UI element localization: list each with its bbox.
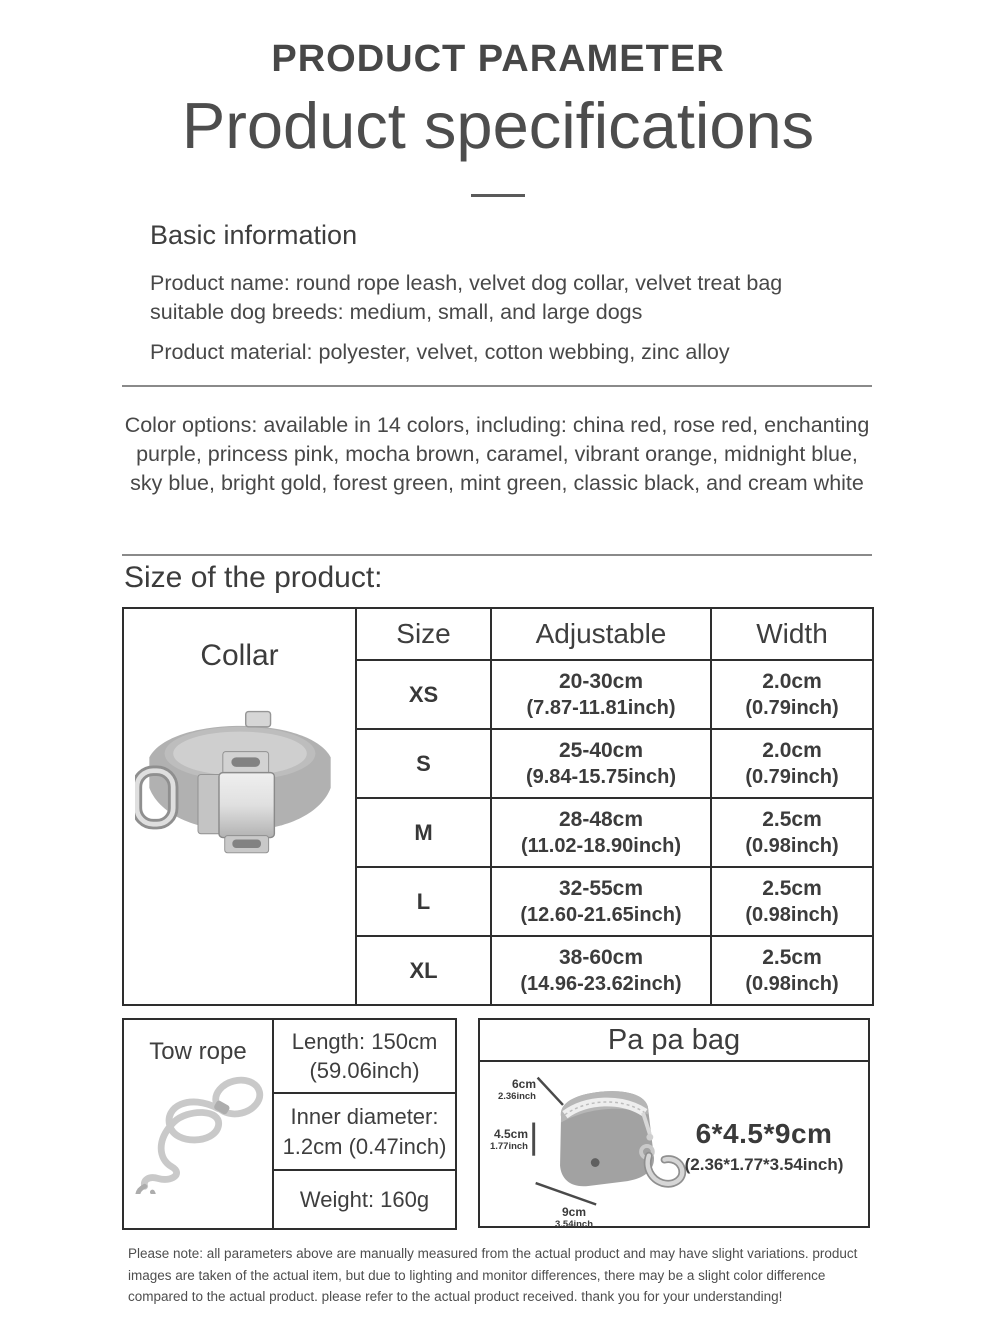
spec-line: (59.06inch)	[309, 1058, 420, 1083]
adjustable-inch: (9.84-15.75inch)	[525, 766, 677, 789]
title-divider	[471, 194, 525, 197]
width-inch: (0.79inch)	[745, 766, 839, 789]
collar-photo	[124, 687, 355, 890]
width-value	[711, 867, 873, 936]
width-cm: 2.0cm	[762, 669, 822, 693]
dimension-cm: 4.5cm	[493, 1127, 528, 1142]
page-title: Product specifications	[181, 89, 815, 162]
product-material-text: Product material: polyester, velvet, cotton webbing, zinc alloy	[150, 340, 730, 364]
summary-inch: (2.36*1.77*3.54inch)	[684, 1155, 844, 1175]
spec-line: Weight: 160g	[299, 1186, 430, 1212]
section-divider	[122, 385, 872, 387]
adjustable-inch: (7.87-11.81inch)	[526, 697, 676, 720]
width-cm: 2.5cm	[762, 807, 822, 831]
tow-spec-length	[273, 1019, 456, 1093]
tow-rope-cell	[123, 1019, 273, 1229]
adjustable-inch: (11.02-18.90inch)	[520, 835, 682, 858]
width-inch: (0.98inch)	[745, 904, 839, 927]
color-options-text: Color options: available in 14 colors, including: china red, rose red, enchanting purple, princess pink, mocha brown, caramel, vibrant orange, midnight blue, sky blue, bright gold, forest green, mint green, classic black, and cream white	[124, 413, 870, 496]
size-value: XL	[356, 936, 491, 1005]
dimension-label-width	[546, 1206, 602, 1230]
collar-label: Collar	[200, 639, 279, 672]
spec-line: 1.2cm (0.47inch)	[282, 1133, 447, 1159]
width-value	[711, 936, 873, 1005]
adjustable-cm: 28-48cm	[558, 807, 644, 831]
column-header-adjustable: Adjustable	[491, 608, 711, 660]
summary-cm: 6*4.5*9cm	[695, 1118, 833, 1150]
width-cm: 2.5cm	[762, 945, 822, 969]
tow-rope-photo	[124, 1066, 272, 1199]
collar-size-table	[122, 607, 874, 1006]
adjustable-inch: (14.96-23.62inch)	[520, 973, 682, 996]
column-header-size: Size	[356, 608, 491, 660]
adjustable-inch: (12.60-21.65inch)	[520, 904, 682, 927]
adjustable-value	[491, 660, 711, 729]
width-cm: 2.5cm	[762, 876, 822, 900]
dimension-inch: 1.77inch	[489, 1140, 528, 1152]
column-header-width: Width	[711, 608, 873, 660]
width-inch: (0.98inch)	[745, 835, 839, 858]
collar-illustration	[135, 687, 345, 885]
papa-bag-dimensions-summary	[674, 1118, 854, 1175]
spec-line: Inner diameter:	[290, 1104, 439, 1130]
papa-bag-heading: Pa pa bag	[479, 1019, 869, 1061]
adjustable-cm: 20-30cm	[558, 669, 644, 693]
dimension-inch: 2.36inch	[497, 1090, 536, 1102]
adjustable-value	[491, 867, 711, 936]
papa-bag-body	[479, 1061, 869, 1230]
dimension-cm: 6cm	[511, 1077, 536, 1092]
dimension-label-height	[488, 1128, 528, 1152]
basic-info-heading: Basic information	[150, 220, 358, 250]
dimension-label-depth	[490, 1078, 536, 1102]
adjustable-cm: 25-40cm	[558, 738, 644, 762]
section-divider	[122, 554, 872, 556]
tow-spec-diameter	[273, 1093, 456, 1170]
width-value	[711, 660, 873, 729]
width-inch: (0.98inch)	[745, 973, 839, 996]
page-eyebrow: PRODUCT PARAMETER	[271, 38, 725, 80]
width-value	[711, 729, 873, 798]
papa-bag-table	[478, 1018, 870, 1228]
width-inch: (0.79inch)	[745, 697, 839, 720]
adjustable-cm: 38-60cm	[558, 945, 644, 969]
size-value: S	[356, 729, 491, 798]
adjustable-value	[491, 729, 711, 798]
collar-cell	[123, 608, 356, 1005]
adjustable-value	[491, 936, 711, 1005]
tow-rope-table	[122, 1018, 457, 1230]
dimension-inch: 3.54inch	[554, 1218, 594, 1230]
spec-line: Length: 150cm	[291, 1028, 438, 1054]
width-value	[711, 798, 873, 867]
size-section-heading: Size of the product:	[124, 561, 383, 594]
size-value: L	[356, 867, 491, 936]
size-value: M	[356, 798, 491, 867]
adjustable-cm: 32-55cm	[558, 876, 644, 900]
product-name-text: Product name: round rope leash, velvet dog collar, velvet treat bag suitable dog breeds: medium, small, and large dogs	[150, 271, 783, 325]
tow-spec-weight	[273, 1170, 456, 1229]
footer-disclaimer: Please note: all parameters above are manually measured from the actual product and may have slight variations. product images are taken of the actual item, but due to lighting and monitor differences, there may be a slight color difference compared to the actual product. please refer to the actual product received. thank you for your understanding!	[128, 1246, 858, 1305]
adjustable-value	[491, 798, 711, 867]
dimension-cm: 9cm	[561, 1205, 587, 1220]
tow-rope-illustration	[125, 1066, 271, 1194]
tow-rope-label: Tow rope	[149, 1038, 247, 1065]
width-cm: 2.0cm	[762, 738, 822, 762]
size-value: XS	[356, 660, 491, 729]
